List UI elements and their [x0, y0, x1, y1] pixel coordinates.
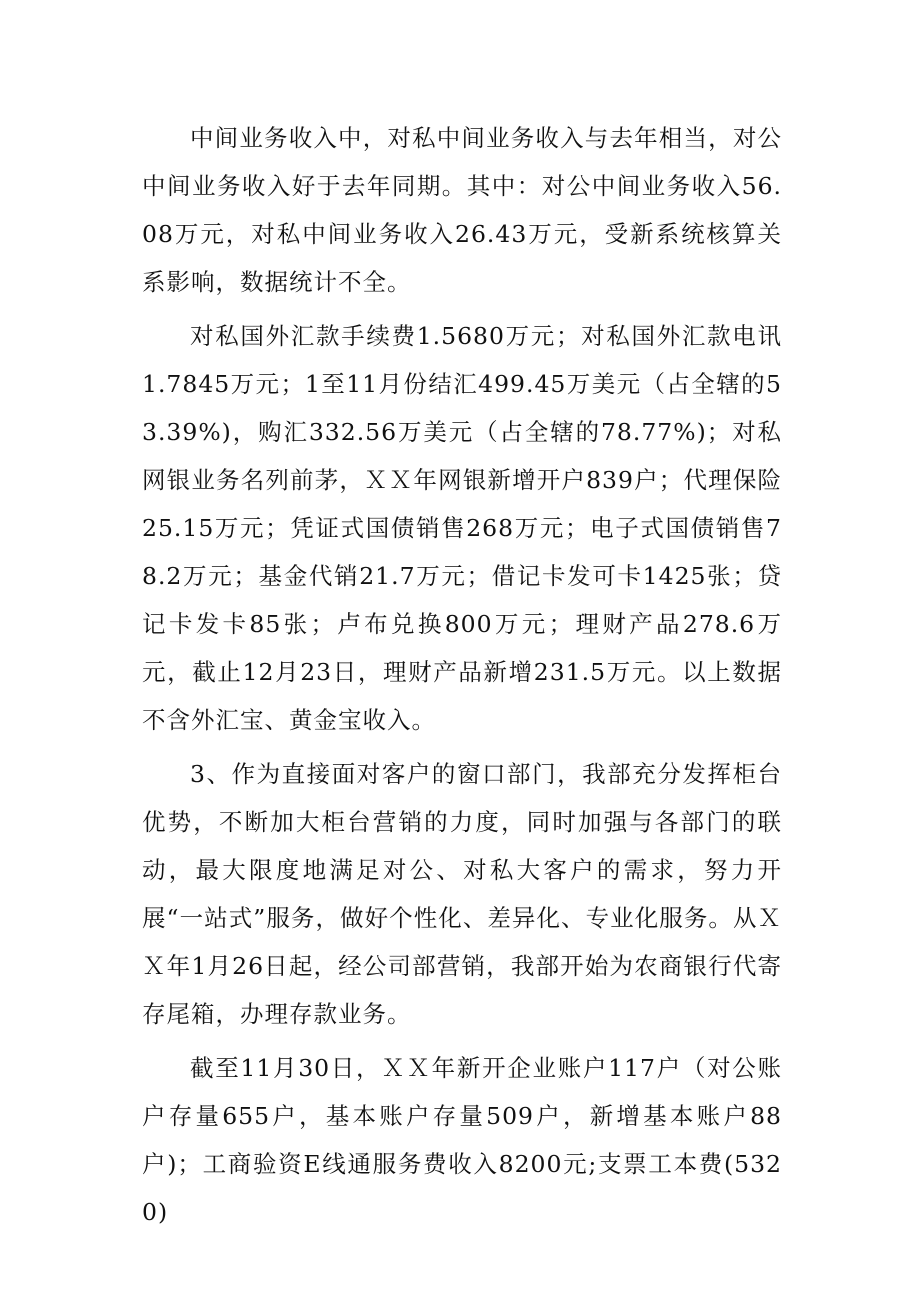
paragraph-counter-marketing: 3、作为直接面对客户的窗口部门，我部充分发挥柜台优势，不断加大柜台营销的力度，同时加强与各部门的联动，最大限度地满足对公、对私大客户的需求，努力开展“一站式”服务，做好个性化、差异化、专业化服务。从ＸＸ年1月26日起，经公司部营销，我部开始为农商银行代寄存尾箱，办理存款业务。 — [142, 760, 782, 1028]
paragraph-personal-remittance-stats: 对私国外汇款手续费1.5680万元；对私国外汇款电讯1.7845万元；1至11月份结汇499.45万美元（占全辖的53.39%)，购汇332.56万美元（占全辖的78.77%)；对私网银业务名列前茅，ＸＸ年网银新增开户839户；代理保险25.15万元；凭证式国债销售268万元；电子式国债销售78.2万元；基金代销21.7万元；借记卡发可卡1425张；贷记卡发卡85张；卢布兑换800万元；理财产品278.6万元，截止12月23日，理财产品新增231.5万元。以上数据不含外汇宝、黄金宝收入。 — [142, 322, 782, 734]
paragraph-enterprise-accounts: 截至11月30日，ＸＸ年新开企业账户117户（对公账户存量655户，基本账户存量509户，新增基本账户88户)；工商验资E线通服务费收入8200元;支票工本费(5320) — [142, 1054, 782, 1226]
paragraph-intermediate-business-income: 中间业务收入中，对私中间业务收入与去年相当，对公中间业务收入好于去年同期。其中：对公中间业务收入56.08万元，对私中间业务收入26.43万元，受新系统核算关系影响，数据统计不全。 — [142, 124, 782, 296]
document-body — [142, 114, 782, 1242]
